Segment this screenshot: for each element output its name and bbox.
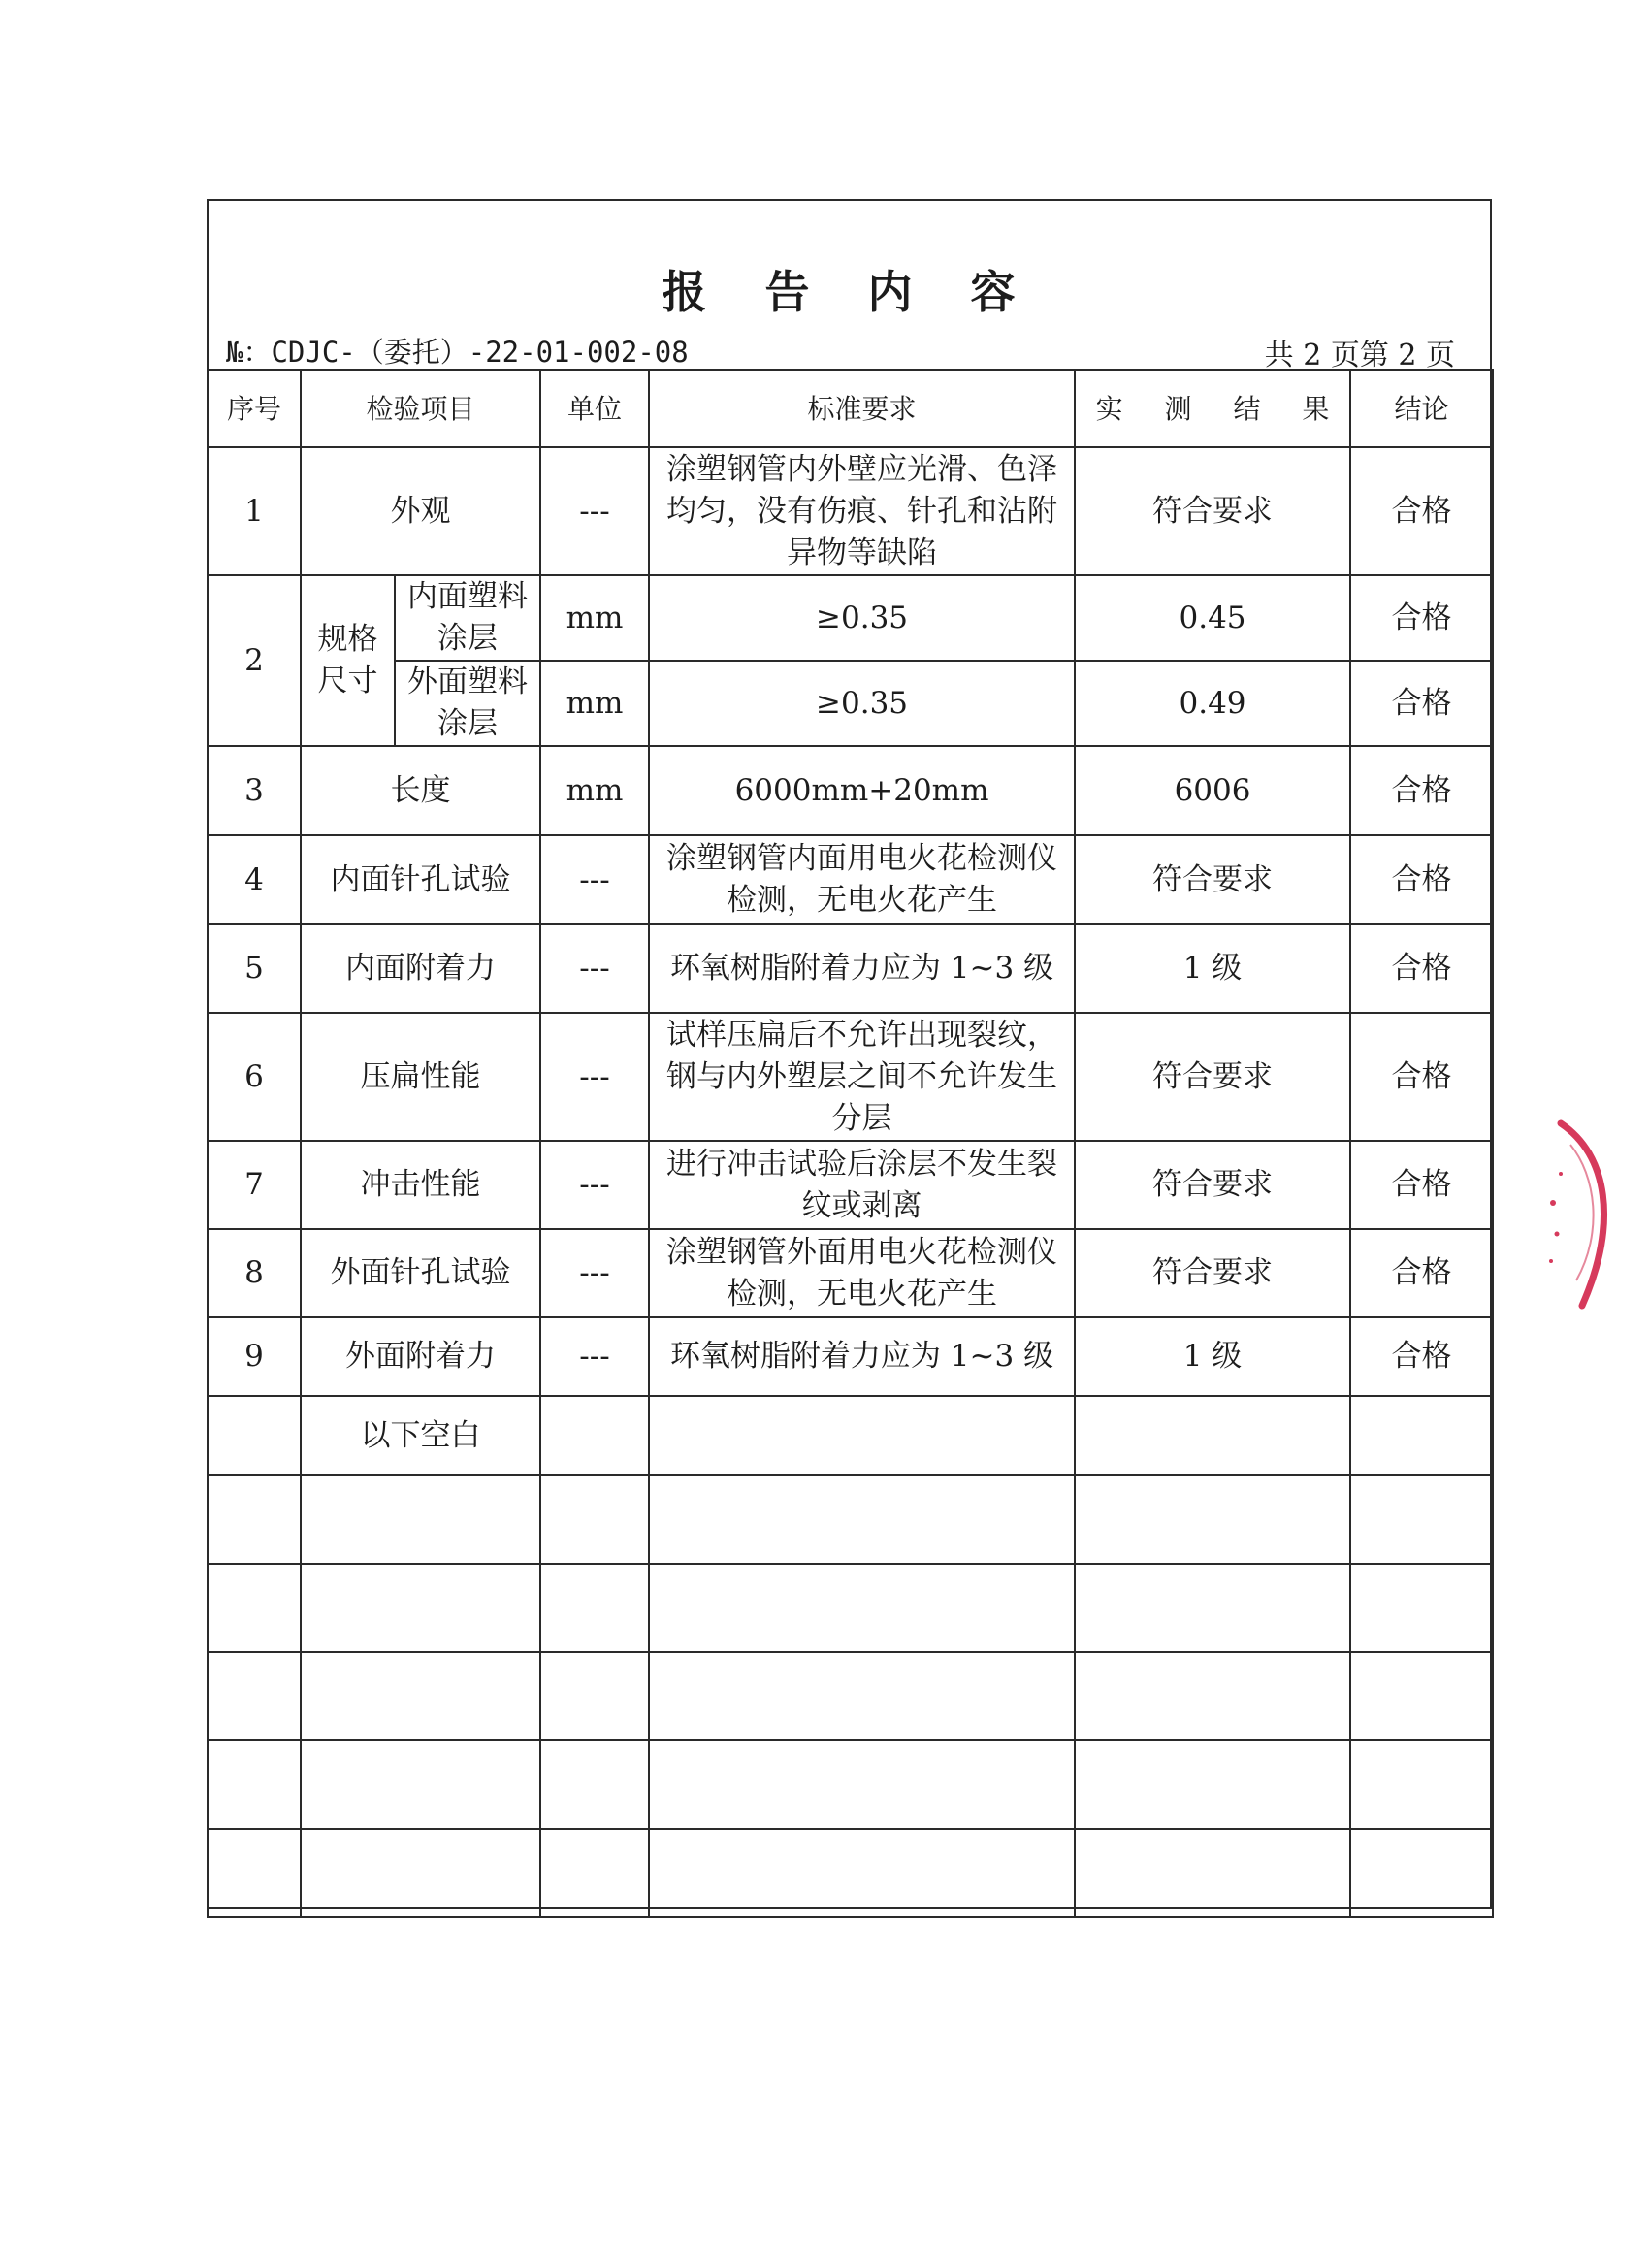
table-row: [208, 447, 1493, 575]
row-standard: ≥0.35: [649, 661, 1075, 746]
row-standard: 6000mm+20mm: [649, 746, 1075, 835]
row-seq: 4: [208, 835, 301, 924]
row-unit: ---: [540, 1317, 649, 1396]
row-seq: 5: [208, 924, 301, 1013]
row-item: 压扁性能: [301, 1013, 540, 1141]
row-measured: 符合要求: [1075, 1013, 1350, 1141]
row-conclusion: 合格: [1350, 1013, 1493, 1141]
row-measured: 符合要求: [1075, 1229, 1350, 1317]
row-seq: 1: [208, 447, 301, 575]
row-item: 外面附着力: [301, 1317, 540, 1396]
row-standard: 进行冲击试验后涂层不发生裂纹或剥离: [649, 1141, 1075, 1229]
row-standard: 环氧树脂附着力应为 1~3 级: [649, 1317, 1075, 1396]
row-unit: mm: [540, 575, 649, 661]
seal-stamp-fragment: [1547, 1116, 1634, 1319]
row-item-group: 规格尺寸: [301, 575, 395, 746]
row-conclusion: 合格: [1350, 835, 1493, 924]
row-unit: ---: [540, 1013, 649, 1141]
row-conclusion: 合格: [1350, 1229, 1493, 1317]
row-conclusion: 合格: [1350, 1317, 1493, 1396]
empty-row: [208, 1829, 1493, 1917]
row-item: 外观: [301, 447, 540, 575]
table-row: [208, 1229, 1493, 1317]
row-unit: ---: [540, 835, 649, 924]
header-measured: 实 测 结 果: [1075, 370, 1350, 447]
header-seq: 序号: [208, 370, 301, 447]
header-item: 检验项目: [301, 370, 540, 447]
table-row: [208, 1141, 1493, 1229]
inspection-table: [207, 369, 1494, 1918]
row-seq: 7: [208, 1141, 301, 1229]
blank-note-row: [208, 1396, 1493, 1475]
row-item: 冲击性能: [301, 1141, 540, 1229]
row-unit: ---: [540, 447, 649, 575]
table-row: [208, 746, 1493, 835]
empty-row: [208, 1652, 1493, 1740]
row-standard: 环氧树脂附着力应为 1~3 级: [649, 924, 1075, 1013]
row-conclusion: 合格: [1350, 661, 1493, 746]
row-unit: ---: [540, 1229, 649, 1317]
row-conclusion: 合格: [1350, 924, 1493, 1013]
row-measured: 符合要求: [1075, 835, 1350, 924]
row-item: 长度: [301, 746, 540, 835]
report-title: 报 告 内 容: [662, 266, 1037, 318]
row-measured: 符合要求: [1075, 1141, 1350, 1229]
empty-row: [208, 1475, 1493, 1564]
empty-row: [208, 1564, 1493, 1652]
row-standard: 涂塑钢管内面用电火花检测仪检测，无电火花产生: [649, 835, 1075, 924]
blank-note: 以下空白: [301, 1396, 540, 1475]
header-unit: 单位: [540, 370, 649, 447]
row-standard: 涂塑钢管外面用电火花检测仪检测，无电火花产生: [649, 1229, 1075, 1317]
row-standard: 试样压扁后不允许出现裂纹，钢与内外塑层之间不允许发生分层: [649, 1013, 1075, 1141]
row-unit: ---: [540, 1141, 649, 1229]
row-item: 内面针孔试验: [301, 835, 540, 924]
row-unit: ---: [540, 924, 649, 1013]
row-measured: 1 级: [1075, 924, 1350, 1013]
row-measured: 6006: [1075, 746, 1350, 835]
row-standard: 涂塑钢管内外壁应光滑、色泽均匀，没有伤痕、针孔和沾附异物等缺陷: [649, 447, 1075, 575]
table-row: [208, 661, 1493, 746]
row-measured: 0.45: [1075, 575, 1350, 661]
row-standard: ≥0.35: [649, 575, 1075, 661]
empty-row: [208, 1740, 1493, 1829]
row-unit: mm: [540, 746, 649, 835]
report-page: [207, 199, 1492, 1909]
row-conclusion: 合格: [1350, 447, 1493, 575]
table-row: [208, 924, 1493, 1013]
row-seq: 9: [208, 1317, 301, 1396]
row-item: 外面针孔试验: [301, 1229, 540, 1317]
row-seq: 2: [208, 575, 301, 746]
table-row: [208, 1013, 1493, 1141]
header-standard: 标准要求: [649, 370, 1075, 447]
row-measured: 1 级: [1075, 1317, 1350, 1396]
page-indicator: 共 2 页第 2 页: [1264, 339, 1455, 373]
table-row: [208, 575, 1493, 661]
header-conclusion: 结论: [1350, 370, 1493, 447]
row-subitem: 内面塑料涂层: [395, 575, 540, 661]
row-conclusion: 合格: [1350, 575, 1493, 661]
table-row: [208, 835, 1493, 924]
row-measured: 符合要求: [1075, 447, 1350, 575]
document-number: №：CDJC-（委托）-22-01-002-08: [226, 336, 689, 369]
row-seq: 3: [208, 746, 301, 835]
table-header-row: [208, 370, 1493, 447]
row-item: 内面附着力: [301, 924, 540, 1013]
row-conclusion: 合格: [1350, 1141, 1493, 1229]
row-measured: 0.49: [1075, 661, 1350, 746]
row-subitem: 外面塑料涂层: [395, 661, 540, 746]
row-conclusion: 合格: [1350, 746, 1493, 835]
table-row: [208, 1317, 1493, 1396]
row-seq: 8: [208, 1229, 301, 1317]
row-unit: mm: [540, 661, 649, 746]
row-seq: 6: [208, 1013, 301, 1141]
